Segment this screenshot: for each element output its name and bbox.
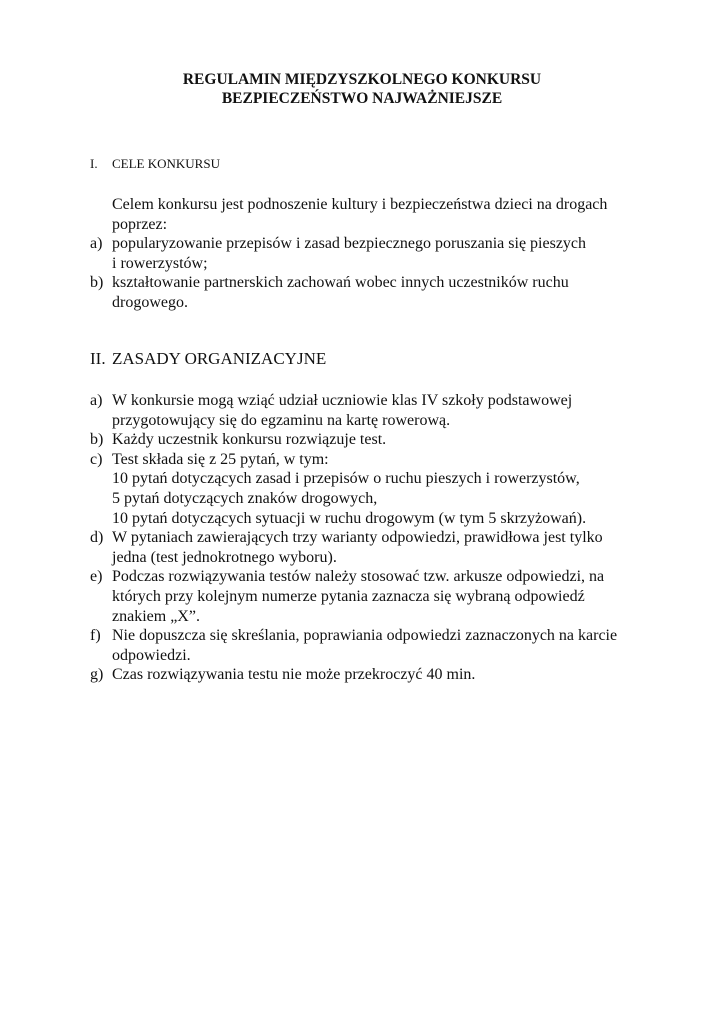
section-2-number: II.	[90, 349, 106, 368]
document-title-line-2: BEZPIECZEŃSTWO NAJWAŻNIEJSZE	[221, 90, 503, 107]
list-item-marker: d)	[90, 529, 104, 547]
list-item	[90, 273, 670, 312]
list-item	[90, 626, 670, 665]
intro-line-1: Celem konkursu jest podnoszenie kultury i bezpieczeństwa dzieci na drogach	[112, 196, 608, 213]
list-item-text: 5 pytań dotyczących znaków drogowych,	[112, 489, 378, 507]
section-1-intro	[112, 195, 672, 234]
list-item-text: jedna (test jednokrotnego wyboru).	[112, 548, 337, 566]
section-1-list	[90, 234, 670, 312]
list-item-marker: a)	[90, 392, 103, 409]
list-item-marker: c)	[90, 450, 103, 468]
section-1-number: I.	[90, 156, 98, 171]
list-item-marker: g)	[90, 666, 104, 684]
section-2-list	[90, 391, 670, 685]
list-item-text: Nie dopuszcza się skreślania, poprawiania odpowiedzi zaznaczonych na karcie	[112, 627, 618, 645]
list-item-text: przygotowujący się do egzaminu na kartę rowerową.	[112, 411, 451, 429]
list-item-text: Każdy uczestnik konkursu rozwiązuje test.	[112, 431, 387, 449]
section-2-heading	[90, 348, 326, 370]
list-item-text: Czas rozwiązywania testu nie może przekroczyć 40 min.	[112, 666, 476, 684]
list-item-text: popularyzowanie przepisów i zasad bezpiecznego poruszania się pieszych	[112, 235, 587, 252]
section-2-title: ZASADY ORGANIZACYJNE	[112, 349, 327, 368]
list-item-text: W pytaniach zawierających trzy warianty odpowiedzi, prawidłowa jest tylko	[112, 529, 603, 547]
list-item-text: 10 pytań dotyczących zasad i przepisów o ruchu pieszych i rowerzystów,	[112, 470, 580, 488]
section-1-title: CELE KONKURSU	[112, 156, 220, 171]
list-item-marker: b)	[90, 431, 104, 449]
list-item-text: Podczas rozwiązywania testów należy stosować tzw. arkusze odpowiedzi, na	[112, 568, 605, 586]
list-item	[90, 567, 670, 626]
intro-line-2: poprzez:	[112, 215, 168, 233]
list-item	[90, 665, 670, 685]
list-item	[90, 450, 670, 528]
list-item-text: znakiem „X”.	[112, 607, 200, 625]
list-item-text: 10 pytań dotyczących sytuacji w ruchu drogowym (w tym 5 skrzyżowań).	[112, 509, 587, 527]
list-item	[90, 528, 670, 567]
list-item-marker: e)	[90, 568, 103, 586]
document-title-line-1: REGULAMIN MIĘDZYSZKOLNEGO KONKURSU	[182, 71, 542, 88]
section-1-heading	[90, 155, 220, 173]
list-item-marker: b)	[90, 274, 104, 292]
list-item-text: których przy kolejnym numerze pytania zaznacza się wybraną odpowiedź	[112, 587, 585, 605]
list-item	[90, 430, 670, 450]
list-item-text: odpowiedzi.	[112, 646, 191, 664]
list-item-text: drogowego.	[112, 293, 188, 311]
list-item-text: kształtowanie partnerskich zachowań wobec innych uczestników ruchu	[112, 274, 569, 292]
list-item-marker: a)	[90, 235, 103, 252]
list-item-text: i rowerzystów;	[112, 254, 208, 272]
list-item	[90, 234, 670, 273]
list-item	[90, 391, 670, 430]
list-item-marker: f)	[90, 627, 101, 645]
list-item-text: Test składa się z 25 pytań, w tym:	[112, 450, 329, 468]
list-item-text: W konkursie mogą wziąć udział uczniowie klas IV szkoły podstawowej	[112, 392, 573, 409]
